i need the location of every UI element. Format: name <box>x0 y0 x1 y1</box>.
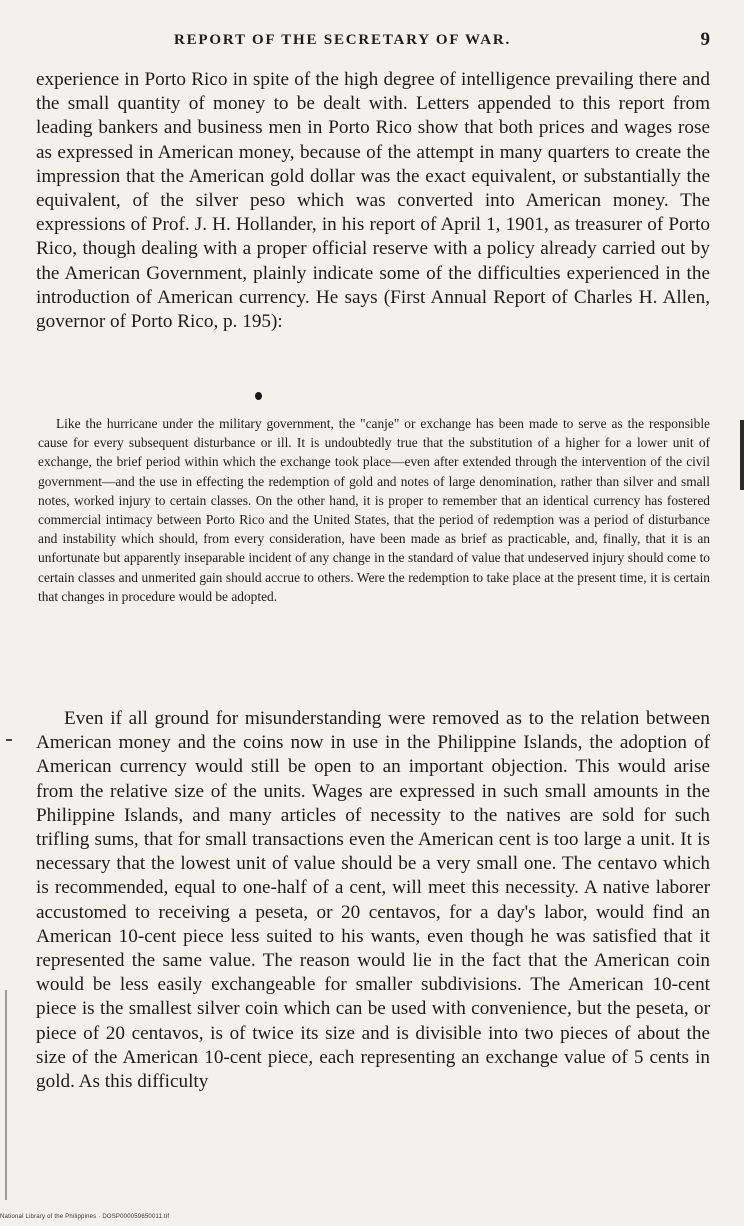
block-quote: Like the hurricane under the military government, the "canje" or exchange has been made to serve as the responsible cause for every subsequent disturbance or ill. It is undoubtedly true that the substitution of a higher for a lower unit of exchange, the brief period within which the exchange took place—even after extended through the intervention of the civil government—and the use in effecting the redemption of gold and notes of large denomination, rather than silver and small notes, worked injury to certain classes. On the other hand, it is proper to remember that an identical currency has fostered commercial intimacy between Porto Rico and the United States, that the period of redemption was a period of disturbance and instability which should, from every consideration, have been made as brief as practicable, and, finally, that it is an unfortunate but apparently inseparable incident of any change in the standard of value that undeserved injury should come to certain classes and unmerited gain should accrue to others. Were the redemption to take place at the present time, it is certain that changes in procedure would be adopted. <box>38 416 710 604</box>
scan-edge-mark <box>740 420 744 490</box>
page-number: 9 <box>700 29 710 50</box>
margin-mark <box>6 739 12 741</box>
running-head: REPORT OF THE SECRETARY OF WAR. <box>174 32 512 48</box>
scan-credit: National Library of the Philippines · DOSP000059650011.tif <box>0 1214 170 1220</box>
ink-blot <box>255 392 262 400</box>
scan-margin-line <box>5 990 7 1200</box>
page-header <box>34 29 710 56</box>
body-paragraph-2: Even if all ground for misunderstanding were removed as to the relation between American money and the coins now in use in the Philippine Islands, the adoption of American currency would still be open to an important objection. This would arise from the relative size of the units. Wages are expressed in such small amounts in the Philippine Islands, and many articles of necessity to the natives are sold for such trifling sums, that for small transactions even the American cent is too large a unit. It is necessary that the lowest unit of value should be a very small one. The centavo which is recommended, equal to one-half of a cent, will meet this necessity. A native laborer accustomed to receiving a peseta, or 20 centavos, for a day's labor, would find an American 10-cent piece less suited to his wants, even though he was satisfied that it represented the same value. The reason would lie in the fact that the American coin would be less easily exchangeable for smaller subdivisions. The American 10-cent piece is the smallest silver coin which can be used with convenience, but the peseta, or piece of 20 centavos, is of twice its size and is divisible into two pieces of about the size of the American 10-cent piece, each representing an exchange value of 5 cents in gold. As this difficulty <box>36 708 710 1093</box>
body-paragraph-1: experience in Porto Rico in spite of the high degree of intelligence prevailing there and the small quantity of money to be dealt with. Letters appended to this report from leading bankers and business men in Porto Rico show that both prices and wages rose as expressed in American money, because of the attempt in many quarters to create the impression that the American gold dollar was the exact equivalent, or substantially the equivalent, of the silver peso which was converted into American money. The expressions of Prof. J. H. Hollander, in his report of April 1, 1901, as treasurer of Porto Rico, though dealing with a proper official reserve with a policy already carried out by the American Government, plainly indicate some of the difficulties experienced in the introduction of American currency. He says (First Annual Report of Charles H. Allen, governor of Porto Rico, p. 195): <box>36 69 710 333</box>
